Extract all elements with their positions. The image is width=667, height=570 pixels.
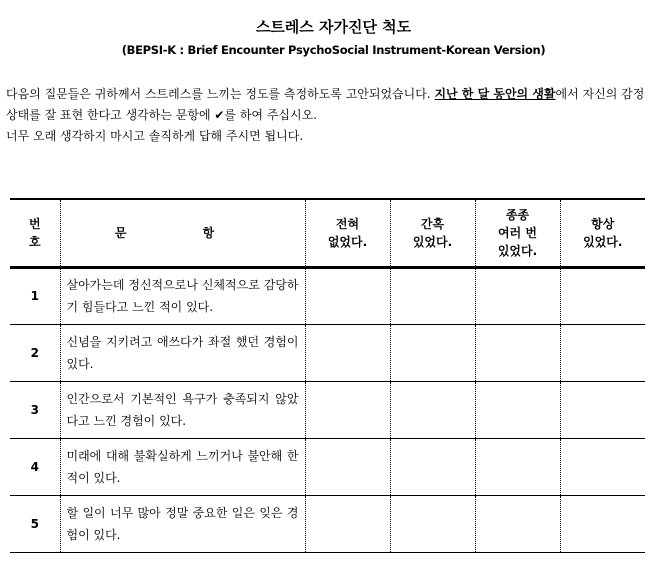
answer-always-cell[interactable] bbox=[560, 267, 645, 324]
question-text: 신념을 지키려고 애쓰다가 좌절 했던 경험이 있다. bbox=[60, 324, 305, 381]
table-row bbox=[10, 381, 645, 438]
question-text: 미래에 대해 불확실하게 느끼거나 불안해 한 적이 있다. bbox=[60, 438, 305, 495]
instructions-part1: 다음의 질문들은 귀하께서 스트레스를 느끼는 정도를 측정하도록 고안되었습니다. bbox=[6, 87, 435, 101]
question-text: 살아가는데 정신적으로나 신체적으로 감당하기 힘들다고 느낀 적이 있다. bbox=[60, 267, 305, 324]
stress-questionnaire-table bbox=[10, 198, 645, 553]
table-header-row bbox=[10, 199, 645, 267]
answer-often-cell[interactable] bbox=[475, 381, 560, 438]
header-sometimes: 간혹 있었다. bbox=[390, 199, 475, 267]
answer-often-cell[interactable] bbox=[475, 324, 560, 381]
table-row bbox=[10, 324, 645, 381]
instructions-line2: 너무 오래 생각하지 마시고 솔직하게 답해 주시면 됩니다. bbox=[6, 129, 304, 143]
instructions-emphasis: 지난 한 달 동안의 생활 bbox=[434, 87, 556, 101]
row-number: 4 bbox=[10, 438, 60, 495]
instructions bbox=[6, 84, 656, 147]
page-title: 스트레스 자가진단 척도 bbox=[255, 18, 412, 36]
answer-sometimes-cell[interactable] bbox=[390, 324, 475, 381]
header-always: 항상 있었다. bbox=[560, 199, 645, 267]
row-number: 1 bbox=[10, 267, 60, 324]
answer-never-cell[interactable] bbox=[305, 324, 390, 381]
row-number: 2 bbox=[10, 324, 60, 381]
table-row bbox=[10, 495, 645, 552]
answer-always-cell[interactable] bbox=[560, 324, 645, 381]
header-often: 종종 여러 번 있었다. bbox=[475, 199, 560, 267]
row-number: 3 bbox=[10, 381, 60, 438]
answer-always-cell[interactable] bbox=[560, 438, 645, 495]
answer-never-cell[interactable] bbox=[305, 267, 390, 324]
answer-sometimes-cell[interactable] bbox=[390, 381, 475, 438]
page-subtitle: (BEPSI-K : Brief Encounter PsychoSocial Instrument-Korean Version) bbox=[121, 43, 546, 57]
header-number: 번 호 bbox=[10, 199, 60, 267]
answer-sometimes-cell[interactable] bbox=[390, 495, 475, 552]
header-never: 전혀 없었다. bbox=[305, 199, 390, 267]
answer-often-cell[interactable] bbox=[475, 495, 560, 552]
answer-often-cell[interactable] bbox=[475, 267, 560, 324]
header-item: 문 항 bbox=[60, 199, 305, 267]
answer-sometimes-cell[interactable] bbox=[390, 267, 475, 324]
question-text: 인간으로서 기본적인 욕구가 충족되지 않았다고 느낀 경험이 있다. bbox=[60, 381, 305, 438]
answer-never-cell[interactable] bbox=[305, 495, 390, 552]
question-text: 할 일이 너무 많아 정말 중요한 일은 잊은 경험이 있다. bbox=[60, 495, 305, 552]
row-number: 5 bbox=[10, 495, 60, 552]
answer-never-cell[interactable] bbox=[305, 438, 390, 495]
answer-always-cell[interactable] bbox=[560, 495, 645, 552]
table-row bbox=[10, 267, 645, 324]
instructions-part2: 에서 자신의 감정 상태를 잘 표현 한다고 생각하는 문항에 ✔를 하여 주십시오. bbox=[6, 87, 645, 122]
answer-always-cell[interactable] bbox=[560, 381, 645, 438]
answer-sometimes-cell[interactable] bbox=[390, 438, 475, 495]
answer-often-cell[interactable] bbox=[475, 438, 560, 495]
answer-never-cell[interactable] bbox=[305, 381, 390, 438]
table-row bbox=[10, 438, 645, 495]
